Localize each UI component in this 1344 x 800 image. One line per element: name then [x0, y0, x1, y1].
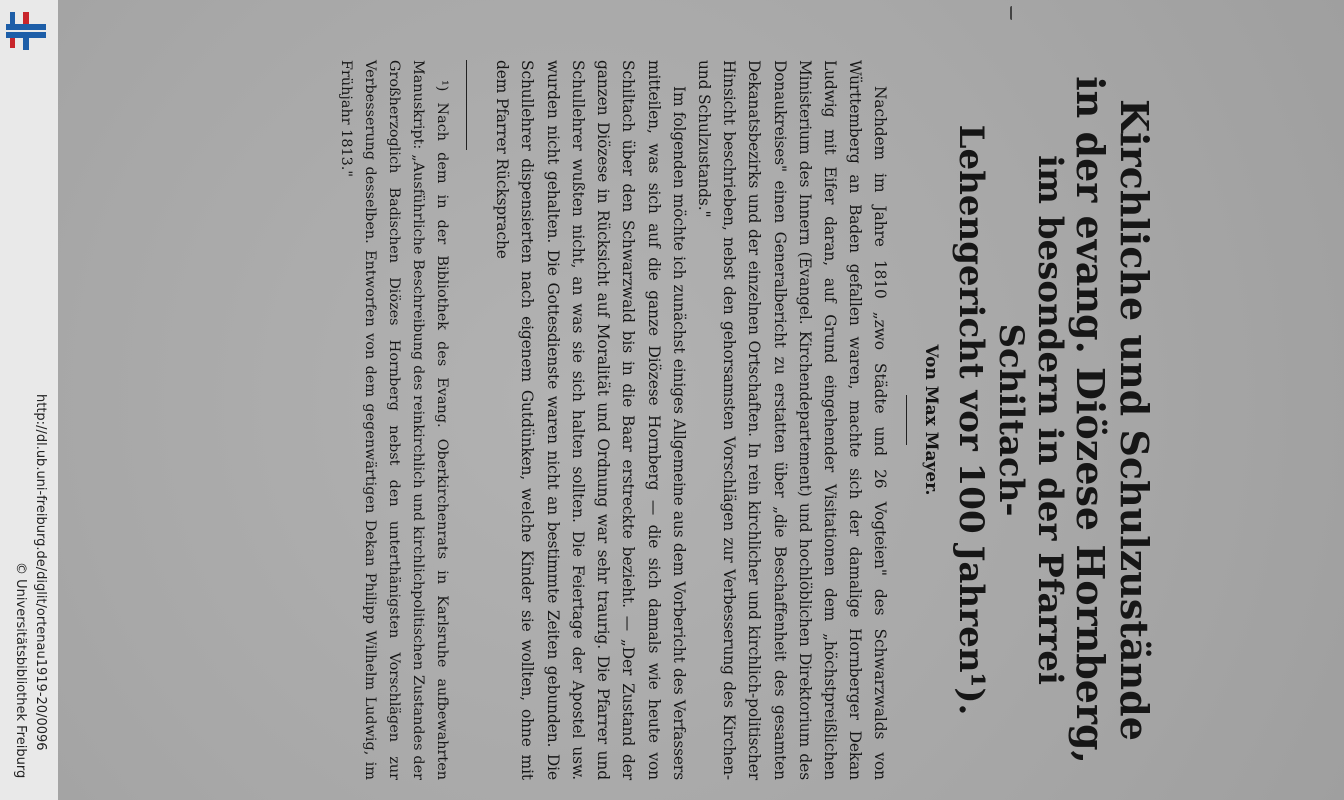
author-byline: Von Max Mayer.: [921, 344, 942, 496]
scanned-page: [58, 0, 1344, 800]
footnote-divider: [466, 60, 467, 150]
article-title-line-1: Kirchliche und Schulzustände: [1112, 99, 1157, 741]
viewer-sidebar: [0, 0, 58, 800]
copyright-notice: © Universitätsbibliothek Freiburg: [13, 562, 28, 779]
article-title-line-4: Lehengericht vor 100 Jahren¹).: [951, 124, 992, 716]
margin-mark: [1010, 6, 1015, 20]
permalink-url[interactable]: http://dl.ub.uni-freiburg.de/diglit/ortenau1919-20/0096: [33, 394, 48, 751]
article: [276, 60, 1156, 780]
footnote: ¹) Nach dem in der Bibliothek des Evang. Oberkirchenrats in Karlsruhe aufbewahrten Manuskript: „Ausführliche Beschreibung des reinkirchlich und kirchlichpolitischen Zustandes der Großherzoglich Badischen Diözes Hornberg nebst den unterthänigsten Vorschlägen zur Verbesserung desselben. Entworfen von dem gegenwärtigen Dekan Philipp Wilhelm Ludwig, im Frühjahr 1813.": [338, 60, 451, 780]
title-divider: [906, 395, 907, 445]
body-paragraph-1: Nachdem im Jahre 1810 „zwo Städte und 26 Vogteien" des Schwarzwalds von Württemberg an Baden gefallen waren, machte sich der damalige Hornberger Dekan Ludwig mit Eifer daran, auf Grund eingehender Visitationen dem „höchstpreißlichen Ministerium des Innern (Evangel. Kirchendepartement) und hochlöblichen Direktorium des Donaukreises" einen Generalbericht zu erstatten über „die Beschaffenheit des gesamten Dekanatsbezirks und der einzelnen Ortschaften. In rein kirchlicher und kirchlich-politischer Hinsicht beschrieben, nebst den gehorsamsten Vorschlägen zur Verbesserung des Kirchen- und Schulzustands.": [694, 60, 890, 780]
article-title-line-3: im besondern in der Pfarrei Schiltach-: [990, 155, 1070, 685]
article-title-line-2: in der evang. Diözese Hornberg,: [1068, 76, 1114, 764]
body-paragraph-2: Im folgenden möchte ich zunächst einiges Allgemeine aus dem Vorbericht des Verfassers mitteilen, was sich auf die ganze Diözese Hornberg — die sich damals wie heute von Schiltach über den Schwarzwald bis in die Baar erstreckte bezieht. — „Der Zustand der ganzen Diözese in Rücksicht auf Moralität und Ordnung war sehr traurig. Die Pfarrer und Schullehrer wußten nicht, an was sie sich halten sollten. Die Feiertage der Apostel usw. wurden nicht gehalten. Die Gottesdienste waren nicht an bestimmte Zeiten gebunden. Die Schullehrer dispensierten nach eigenem Gutdünken, welche Kinder sie wollten, ohne mit dem Pfarrer Rücksprache: [493, 60, 688, 780]
